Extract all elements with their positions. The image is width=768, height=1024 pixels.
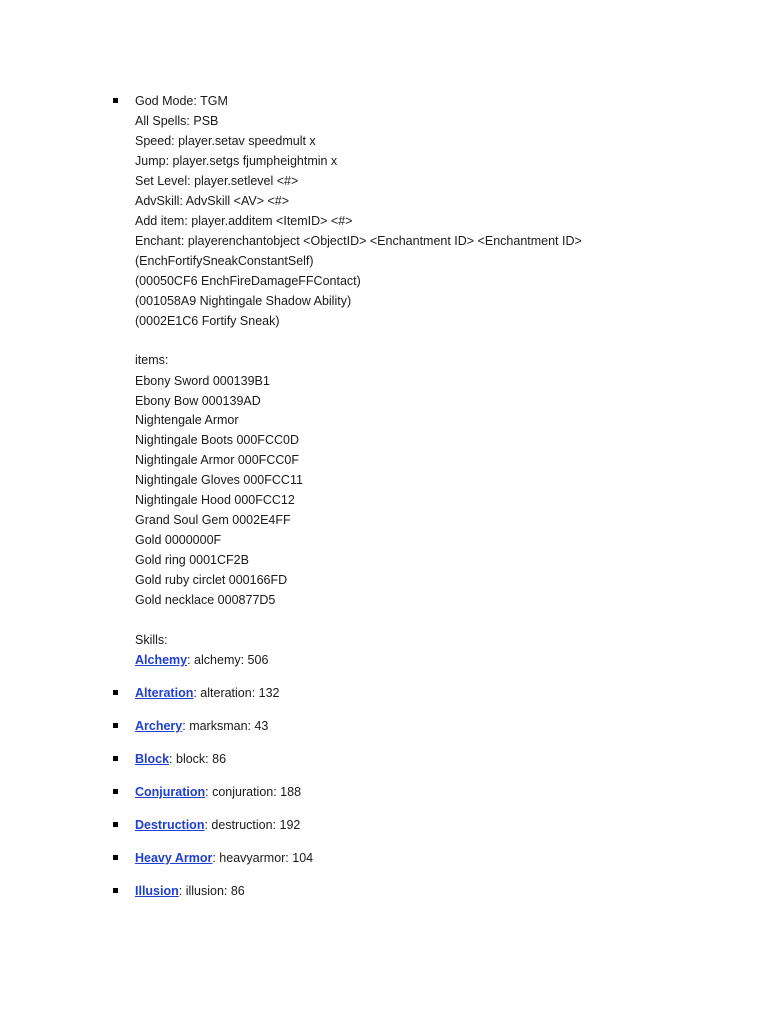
cheat-line: AdvSkill: AdvSkill <AV> <#> [135,194,290,208]
skill-value: : alchemy: 506 [187,653,269,667]
skill-link-alchemy[interactable]: Alchemy [135,653,188,667]
item-line: Nightingale Boots 000FCC0D [135,433,299,447]
cheat-line: (EnchFortifySneakConstantSelf) [135,254,314,268]
bullet-marker [113,888,118,893]
cheat-line: Jump: player.setgs fjumpheightmin x [135,154,338,168]
skill-value: : illusion: 86 [178,884,245,898]
skill-line [135,815,300,835]
bullet-marker [113,723,118,728]
skill-link-archery[interactable]: Archery [135,719,183,733]
item-line: Ebony Bow 000139AD [135,394,261,408]
bullet-marker [113,756,118,761]
skill-line [135,749,226,769]
bullet-marker [113,822,118,827]
bullet-marker [113,98,118,103]
skill-value: : block: 86 [169,752,227,766]
item-line: Nightingale Hood 000FCC12 [135,493,295,507]
cheat-line: Add item: player.additem <ItemID> <#> [135,214,353,228]
items-heading: items: [135,353,169,367]
skill-value: : heavyarmor: 104 [212,851,314,865]
item-line: Nightengale Armor [135,413,239,427]
skill-line [135,848,313,868]
bullet-marker [113,789,118,794]
skill-line [135,683,280,703]
cheat-line: Set Level: player.setlevel <#> [135,174,299,188]
item-line: Gold ring 0001CF2B [135,553,249,567]
item-line: Grand Soul Gem 0002E4FF [135,513,291,527]
skill-line [135,782,301,802]
skill-line [135,650,268,670]
cheat-line: (00050CF6 EnchFireDamageFFContact) [135,274,361,288]
skill-value: : conjuration: 188 [205,785,302,799]
cheat-line: (0002E1C6 Fortify Sneak) [135,314,280,328]
cheat-line: Enchant: playerenchantobject <ObjectID> <Enchantment ID> <Enchantment ID> [135,234,582,248]
skill-line [135,716,268,736]
skill-link-destruction[interactable]: Destruction [135,818,205,832]
skill-line [135,881,245,901]
skill-value: : marksman: 43 [182,719,269,733]
cheat-line: (001058A9 Nightingale Shadow Ability) [135,294,352,308]
item-line: Nightingale Gloves 000FCC11 [135,473,303,487]
item-line: Gold 0000000F [135,533,222,547]
skill-link-conjuration[interactable]: Conjuration [135,785,206,799]
skill-link-alteration[interactable]: Alteration [135,686,194,700]
skill-value: : destruction: 192 [204,818,301,832]
bullet-marker [113,690,118,695]
cheat-line: All Spells: PSB [135,114,219,128]
item-line: Ebony Sword 000139B1 [135,374,270,388]
skills-heading: Skills: [135,633,168,647]
skill-link-illusion[interactable]: Illusion [135,884,179,898]
item-line: Gold ruby circlet 000166FD [135,573,288,587]
item-line: Gold necklace 000877D5 [135,593,276,607]
skill-link-heavy-armor[interactable]: Heavy Armor [135,851,213,865]
bullet-marker [113,855,118,860]
skill-link-block[interactable]: Block [135,752,170,766]
cheat-line: God Mode: TGM [135,94,228,108]
skill-value: : alteration: 132 [193,686,280,700]
item-line: Nightingale Armor 000FCC0F [135,453,299,467]
cheat-line: Speed: player.setav speedmult x [135,134,316,148]
